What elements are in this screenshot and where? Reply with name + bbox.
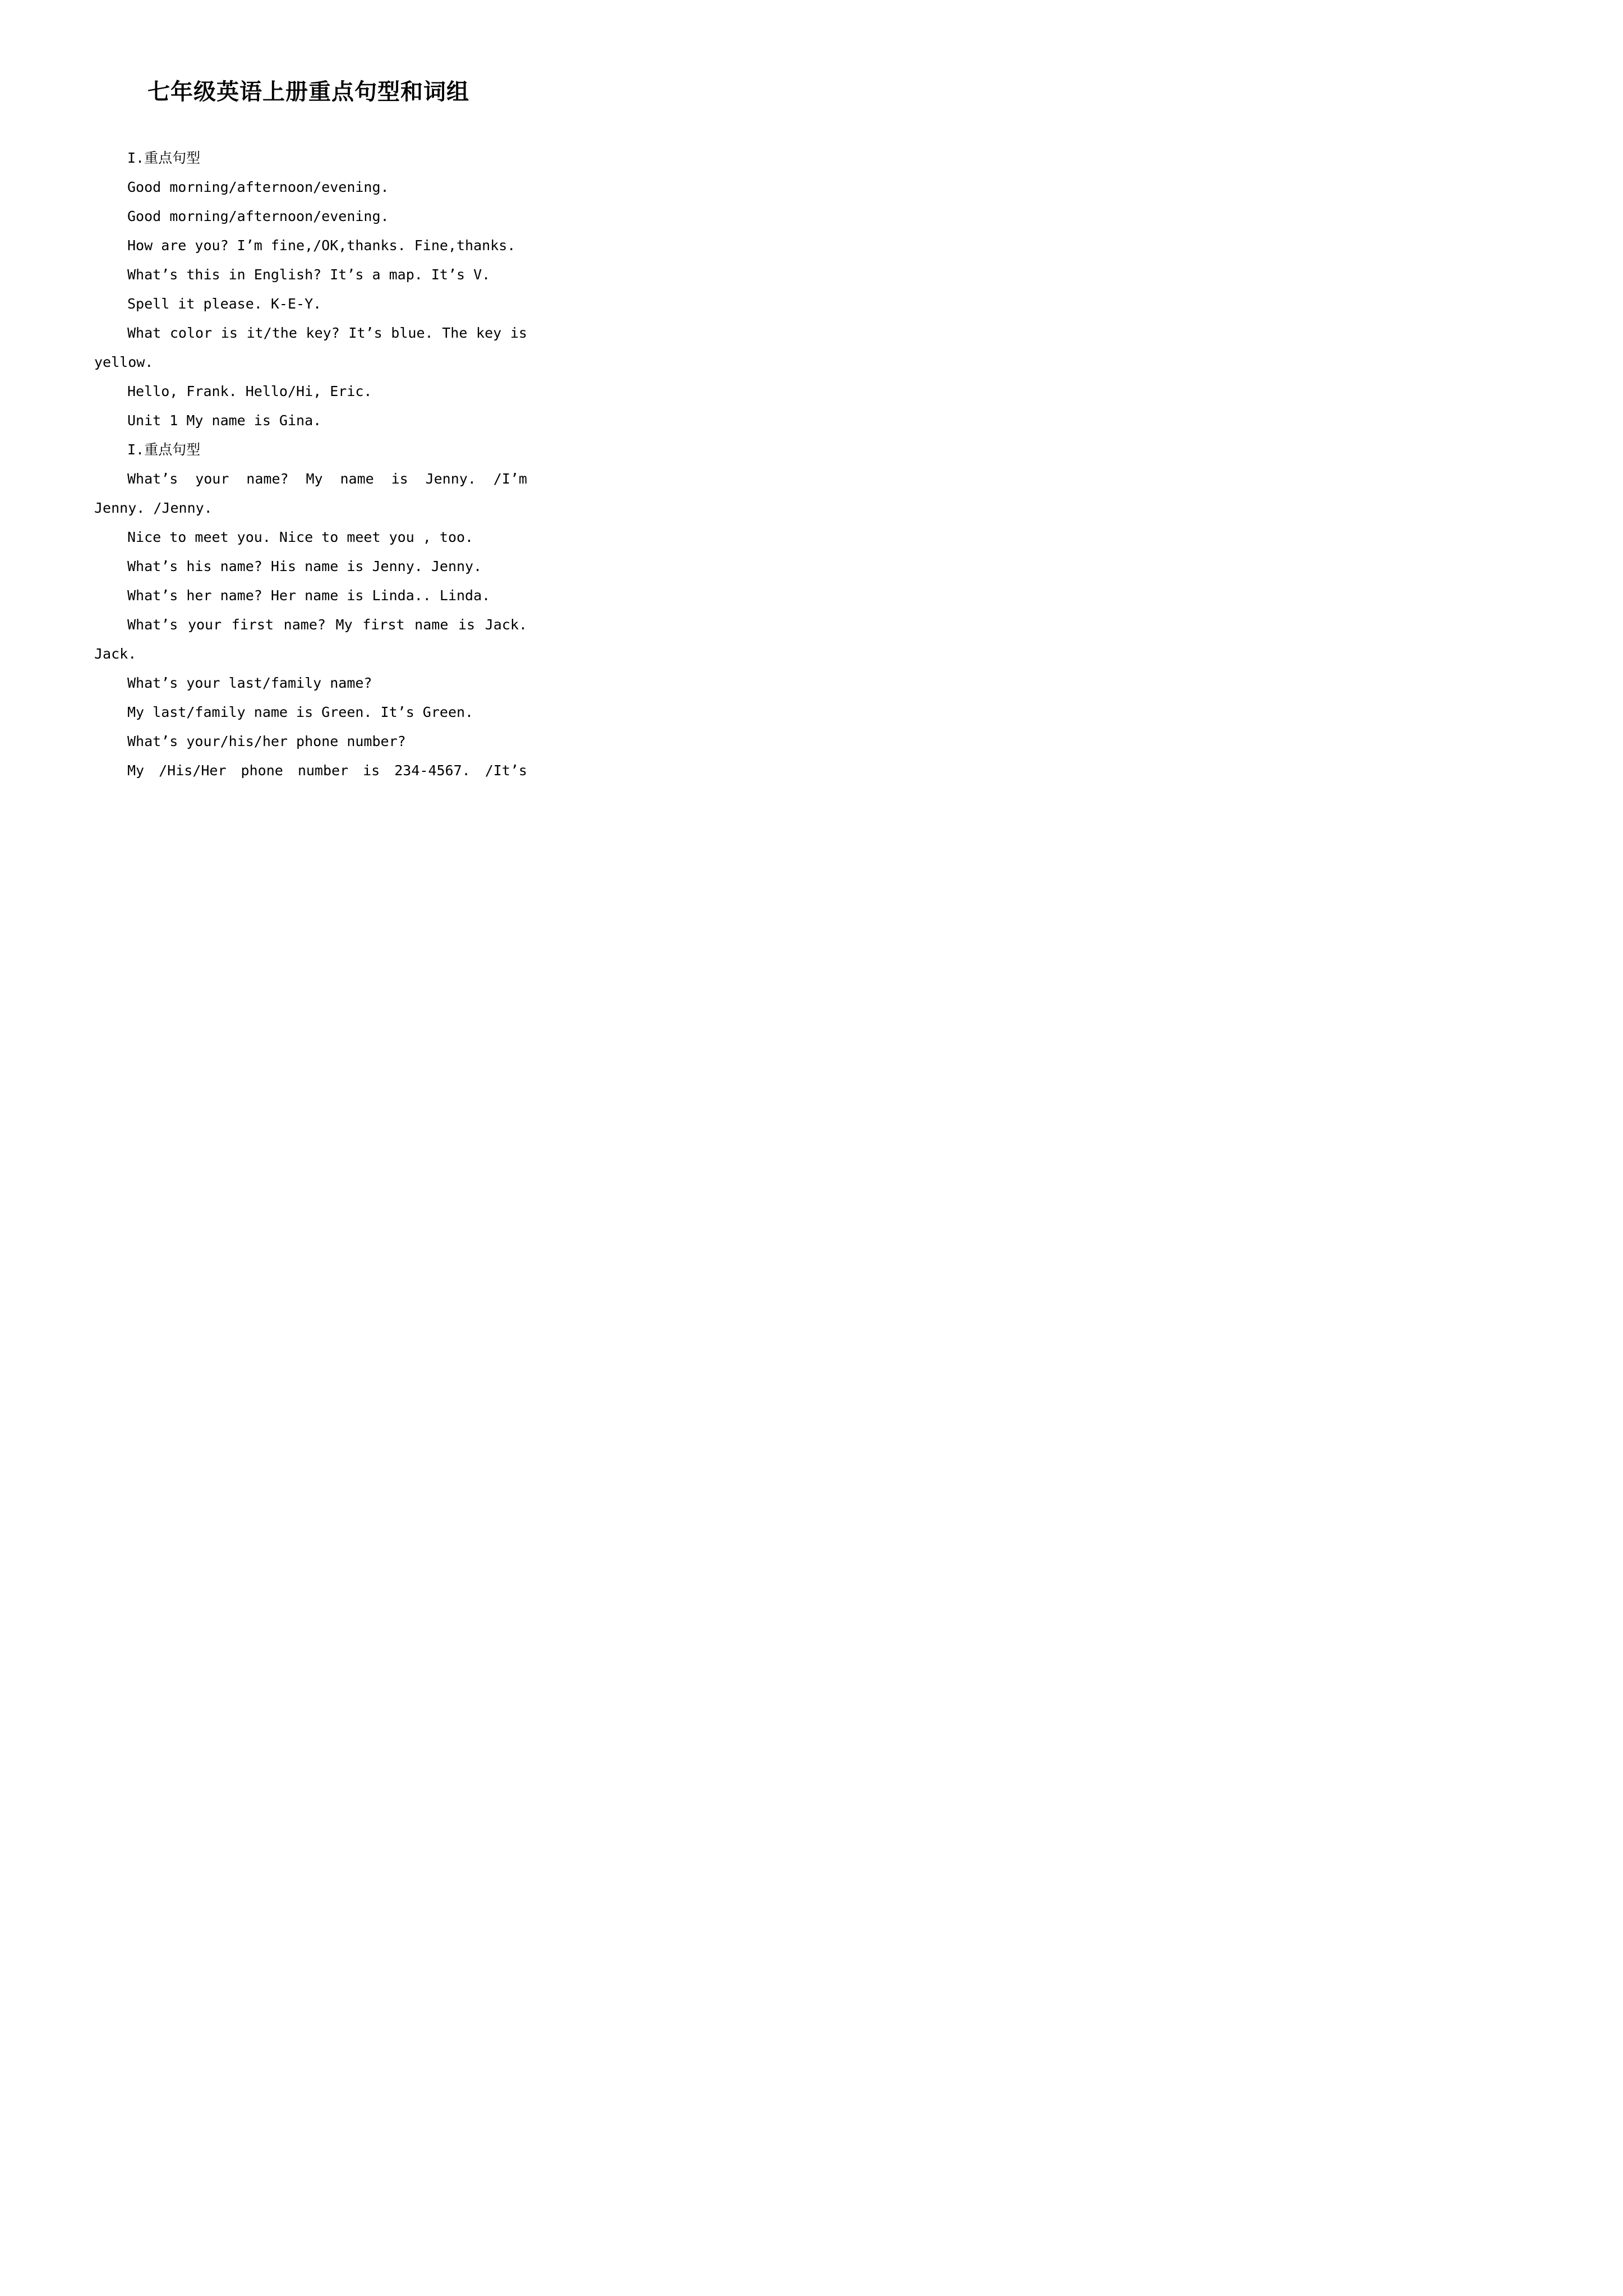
text-line: What’s his name? His name is Jenny. Jenny. [127,558,482,574]
unit-heading: Unit 1 My name is Gina. [127,412,322,429]
text-line-continuation: Jenny. /Jenny. [94,500,213,516]
text-line-continuation: yellow. [94,354,154,370]
text-line: My /His/Her phone number is 234-4567. /It’s [127,762,527,779]
text-line: What’s your last/family name? [127,675,372,691]
text-line: What’s your/his/her phone number? [127,733,406,749]
document-body [94,144,527,785]
text-line: What’s this in English? It’s a map. It’s V. [127,266,491,283]
text-line: Spell it please. K-E-Y. [127,296,322,312]
document-page [0,0,617,873]
text-line-continuation: Jack. [94,646,137,662]
text-line: What’s your first name? My first name is Jack. [127,616,527,633]
text-line: My last/family name is Green. It’s Green. [127,704,474,720]
text-line: Good morning/afternoon/evening. [127,208,389,224]
document-title: 七年级英语上册重点句型和词组 [147,79,469,105]
text-line: What’s her name? Her name is Linda.. Linda. [127,587,491,604]
text-line: How are you? I’m fine,/OK,thanks. Fine,thanks. [127,237,516,254]
text-line: What’s your name? My name is Jenny. /I’m [127,471,527,487]
text-line: Hello, Frank. Hello/Hi, Eric. [127,383,372,399]
section-heading: I.重点句型 [127,441,201,458]
text-line: What color is it/the key? It’s blue. The key is [127,325,527,341]
section-heading: I.重点句型 [127,150,201,166]
text-line: Good morning/afternoon/evening. [127,179,389,195]
text-line: Nice to meet you. Nice to meet you , too. [127,529,474,545]
